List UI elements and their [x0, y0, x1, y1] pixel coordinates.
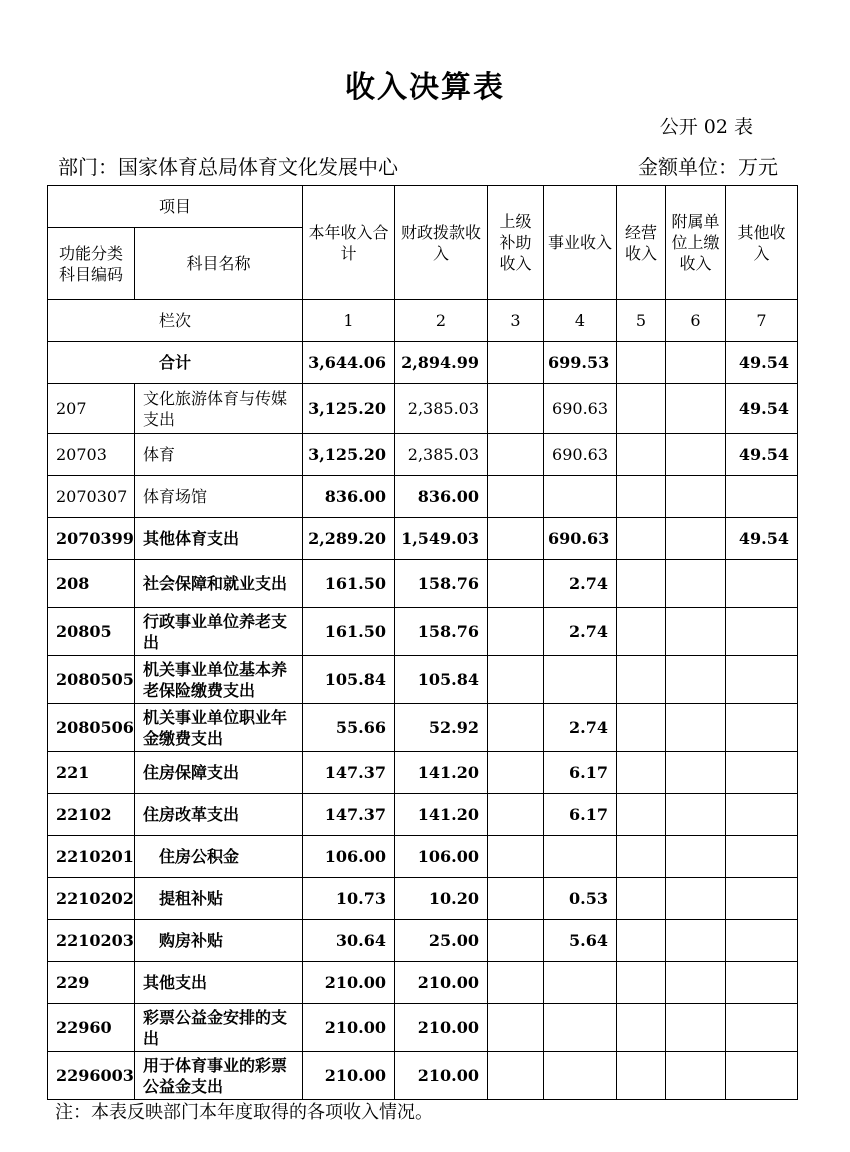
table-row	[48, 342, 798, 384]
cell-fiscal: 158.76	[395, 608, 488, 656]
col-index: 1	[303, 300, 395, 342]
cell-business: 6.17	[544, 794, 617, 836]
cell-fiscal: 836.00	[395, 476, 488, 518]
cell-affiliated	[666, 836, 726, 878]
header-fiscal: 财政拨款收入	[395, 186, 488, 300]
cell-fiscal: 2,385.03	[395, 384, 488, 434]
cell-fiscal: 141.20	[395, 752, 488, 794]
cell-fiscal: 158.76	[395, 560, 488, 608]
cell-superior	[488, 476, 544, 518]
cell-superior	[488, 794, 544, 836]
cell-superior	[488, 1004, 544, 1052]
cell-business	[544, 836, 617, 878]
cell-business: 2.74	[544, 560, 617, 608]
cell-total: 147.37	[303, 794, 395, 836]
cell-total: 10.73	[303, 878, 395, 920]
cell-name: 彩票公益金安排的支出	[135, 1004, 303, 1052]
table-row	[48, 656, 798, 704]
col-index: 4	[544, 300, 617, 342]
cell-total: 3,125.20	[303, 434, 395, 476]
table-row	[48, 384, 798, 434]
cell-fiscal: 2,385.03	[395, 434, 488, 476]
cell-superior	[488, 518, 544, 560]
cell-fiscal: 210.00	[395, 1052, 488, 1100]
cell-code: 207	[48, 384, 135, 434]
cell-affiliated	[666, 608, 726, 656]
cell-business: 5.64	[544, 920, 617, 962]
cell-name: 其他支出	[135, 962, 303, 1004]
header-name: 科目名称	[135, 228, 303, 300]
cell-name: 体育	[135, 434, 303, 476]
cell-name: 提租补贴	[135, 878, 303, 920]
cell-affiliated	[666, 794, 726, 836]
cell-affiliated	[666, 920, 726, 962]
cell-other	[726, 704, 798, 752]
cell-fiscal: 105.84	[395, 656, 488, 704]
cell-business: 699.53	[544, 342, 617, 384]
col-index: 5	[617, 300, 666, 342]
col-index: 7	[726, 300, 798, 342]
cell-code: 2080506	[48, 704, 135, 752]
cell-other	[726, 476, 798, 518]
cell-superior	[488, 434, 544, 476]
cell-name: 体育场馆	[135, 476, 303, 518]
cell-fiscal: 210.00	[395, 962, 488, 1004]
table-row	[48, 608, 798, 656]
form-number: 公开 02 表	[659, 116, 753, 138]
cell-other	[726, 560, 798, 608]
cell-code: 2080505	[48, 656, 135, 704]
cell-operating	[617, 560, 666, 608]
cell-code: 229	[48, 962, 135, 1004]
cell-other	[726, 752, 798, 794]
cell-name: 购房补贴	[135, 920, 303, 962]
cell-code: 2210203	[48, 920, 135, 962]
header-other: 其他收入	[726, 186, 798, 300]
cell-fiscal: 25.00	[395, 920, 488, 962]
cell-other	[726, 836, 798, 878]
table-row	[48, 1052, 798, 1100]
cell-operating	[617, 384, 666, 434]
cell-business: 6.17	[544, 752, 617, 794]
cell-superior	[488, 836, 544, 878]
cell-operating	[617, 704, 666, 752]
table-row	[48, 434, 798, 476]
cell-fiscal: 210.00	[395, 1004, 488, 1052]
cell-affiliated	[666, 342, 726, 384]
header-code: 功能分类科目编码	[48, 228, 135, 300]
cell-fiscal: 2,894.99	[395, 342, 488, 384]
table-row	[48, 962, 798, 1004]
cell-total: 3,644.06	[303, 342, 395, 384]
cell-name: 住房改革支出	[135, 794, 303, 836]
table-row	[48, 878, 798, 920]
cell-total: 30.64	[303, 920, 395, 962]
page-title: 收入决算表	[345, 70, 505, 105]
cell-business	[544, 656, 617, 704]
cell-total: 3,125.20	[303, 384, 395, 434]
cell-operating	[617, 794, 666, 836]
cell-code: 2070307	[48, 476, 135, 518]
table-row	[48, 476, 798, 518]
cell-other	[726, 920, 798, 962]
cell-total: 2,289.20	[303, 518, 395, 560]
cell-operating	[617, 752, 666, 794]
cell-total: 147.37	[303, 752, 395, 794]
cell-affiliated	[666, 752, 726, 794]
cell-name: 其他体育支出	[135, 518, 303, 560]
header-total: 本年收入合计	[303, 186, 395, 300]
cell-other	[726, 1052, 798, 1100]
cell-affiliated	[666, 560, 726, 608]
cell-name: 机关事业单位职业年金缴费支出	[135, 704, 303, 752]
col-index: 2	[395, 300, 488, 342]
header-business: 事业收入	[544, 186, 617, 300]
table-row	[48, 920, 798, 962]
cell-operating	[617, 518, 666, 560]
cell-affiliated	[666, 704, 726, 752]
cell-superior	[488, 560, 544, 608]
cell-other	[726, 794, 798, 836]
table-row	[48, 518, 798, 560]
cell-other	[726, 608, 798, 656]
cell-name: 社会保障和就业支出	[135, 560, 303, 608]
cell-affiliated	[666, 434, 726, 476]
cell-name: 文化旅游体育与传媒支出	[135, 384, 303, 434]
footnote: 注：本表反映部门本年度取得的各项收入情况。	[55, 1102, 433, 1123]
cell-operating	[617, 878, 666, 920]
cell-other	[726, 878, 798, 920]
header-affiliated: 附属单位上缴收入	[666, 186, 726, 300]
cell-business: 0.53	[544, 878, 617, 920]
cell-other	[726, 1004, 798, 1052]
cell-affiliated	[666, 518, 726, 560]
cell-operating	[617, 1004, 666, 1052]
income-table	[47, 185, 798, 1100]
cell-other	[726, 962, 798, 1004]
cell-total: 55.66	[303, 704, 395, 752]
col-index: 3	[488, 300, 544, 342]
cell-name: 住房公积金	[135, 836, 303, 878]
cell-operating	[617, 608, 666, 656]
cell-operating	[617, 476, 666, 518]
cell-superior	[488, 920, 544, 962]
cell-affiliated	[666, 1004, 726, 1052]
cell-total: 105.84	[303, 656, 395, 704]
cell-total: 161.50	[303, 608, 395, 656]
cell-other	[726, 656, 798, 704]
cell-business: 2.74	[544, 704, 617, 752]
table-row	[48, 794, 798, 836]
cell-total: 210.00	[303, 962, 395, 1004]
table-row	[48, 560, 798, 608]
cell-code: 2210201	[48, 836, 135, 878]
col-index-label: 栏次	[48, 300, 303, 342]
cell-code: 20805	[48, 608, 135, 656]
cell-fiscal: 52.92	[395, 704, 488, 752]
cell-business	[544, 1004, 617, 1052]
cell-affiliated	[666, 1052, 726, 1100]
cell-other: 49.54	[726, 342, 798, 384]
cell-operating	[617, 656, 666, 704]
cell-superior	[488, 608, 544, 656]
cell-total: 836.00	[303, 476, 395, 518]
table-row	[48, 704, 798, 752]
cell-superior	[488, 962, 544, 1004]
cell-total: 106.00	[303, 836, 395, 878]
cell-affiliated	[666, 656, 726, 704]
cell-affiliated	[666, 962, 726, 1004]
cell-operating	[617, 920, 666, 962]
department-label: 部门：国家体育总局体育文化发展中心	[58, 155, 398, 179]
cell-total: 210.00	[303, 1052, 395, 1100]
cell-affiliated	[666, 476, 726, 518]
cell-operating	[617, 1052, 666, 1100]
cell-superior	[488, 384, 544, 434]
cell-business: 690.63	[544, 518, 617, 560]
cell-affiliated	[666, 384, 726, 434]
cell-superior	[488, 656, 544, 704]
cell-business: 690.63	[544, 384, 617, 434]
cell-fiscal: 141.20	[395, 794, 488, 836]
header-operating: 经营收入	[617, 186, 666, 300]
cell-operating	[617, 342, 666, 384]
cell-business	[544, 962, 617, 1004]
cell-business: 690.63	[544, 434, 617, 476]
cell-superior	[488, 704, 544, 752]
table-row	[48, 836, 798, 878]
cell-other: 49.54	[726, 518, 798, 560]
cell-code: 221	[48, 752, 135, 794]
table-row	[48, 752, 798, 794]
cell-code: 2296003	[48, 1052, 135, 1100]
cell-name: 机关事业单位基本养老保险缴费支出	[135, 656, 303, 704]
cell-name: 行政事业单位养老支出	[135, 608, 303, 656]
cell-operating	[617, 962, 666, 1004]
cell-fiscal: 1,549.03	[395, 518, 488, 560]
table-row	[48, 1004, 798, 1052]
cell-name: 用于体育事业的彩票公益金支出	[135, 1052, 303, 1100]
cell-fiscal: 10.20	[395, 878, 488, 920]
cell-name: 合计	[48, 342, 303, 384]
cell-code: 20703	[48, 434, 135, 476]
header-superior: 上级补助收入	[488, 186, 544, 300]
cell-operating	[617, 434, 666, 476]
cell-name: 住房保障支出	[135, 752, 303, 794]
header-item: 项目	[48, 186, 303, 228]
cell-business	[544, 476, 617, 518]
cell-total: 161.50	[303, 560, 395, 608]
cell-other: 49.54	[726, 434, 798, 476]
cell-business: 2.74	[544, 608, 617, 656]
cell-superior	[488, 752, 544, 794]
col-index: 6	[666, 300, 726, 342]
cell-fiscal: 106.00	[395, 836, 488, 878]
unit-label: 金额单位：万元	[638, 155, 778, 179]
cell-code: 208	[48, 560, 135, 608]
cell-code: 2070399	[48, 518, 135, 560]
cell-affiliated	[666, 878, 726, 920]
cell-other: 49.54	[726, 384, 798, 434]
cell-superior	[488, 1052, 544, 1100]
cell-code: 22102	[48, 794, 135, 836]
cell-code: 2210202	[48, 878, 135, 920]
cell-total: 210.00	[303, 1004, 395, 1052]
cell-superior	[488, 342, 544, 384]
cell-business	[544, 1052, 617, 1100]
cell-code: 22960	[48, 1004, 135, 1052]
cell-operating	[617, 836, 666, 878]
cell-superior	[488, 878, 544, 920]
